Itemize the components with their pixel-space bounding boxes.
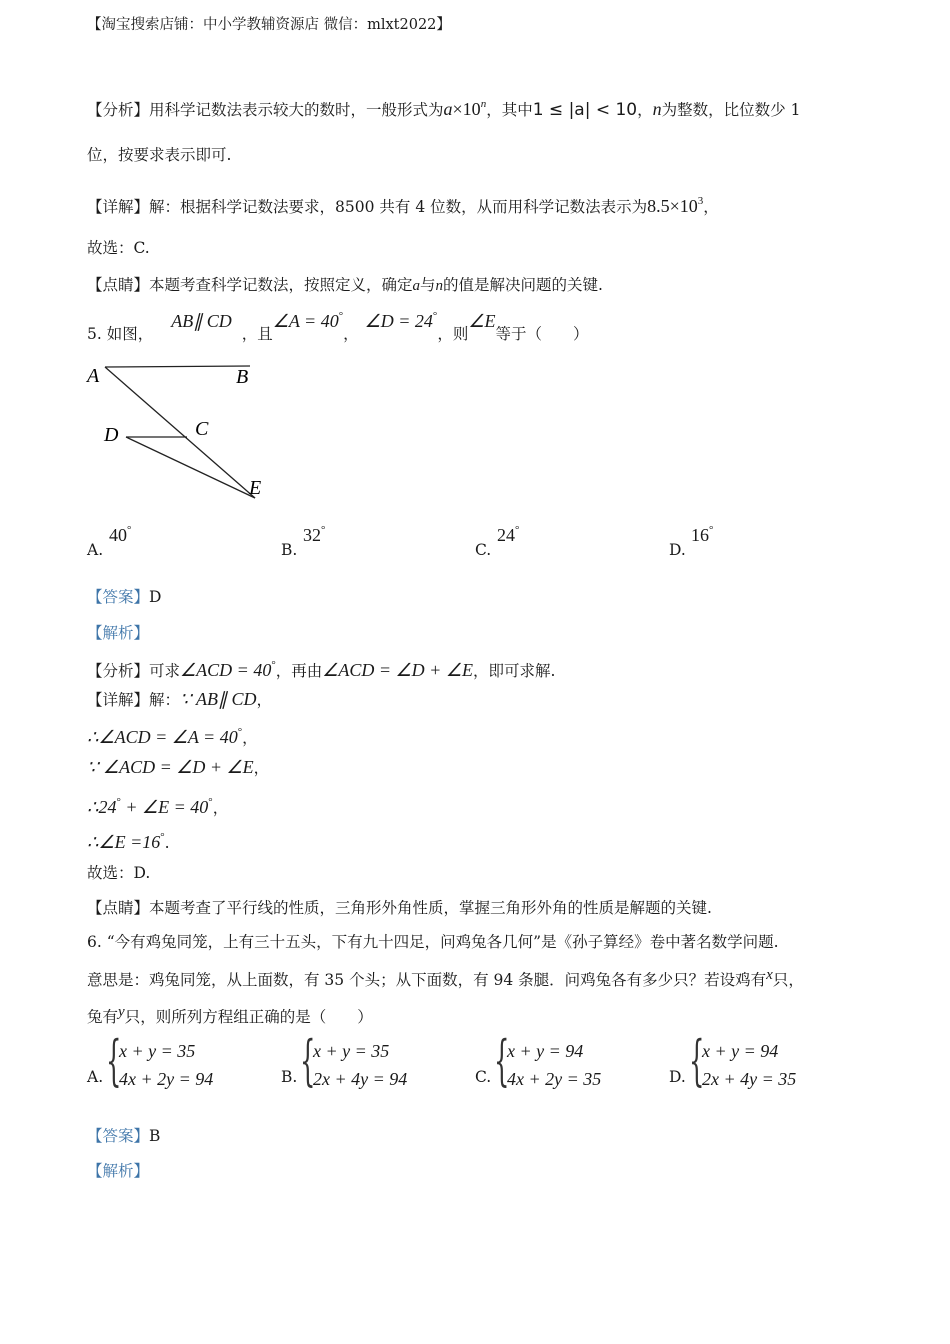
text: 解： [149, 691, 181, 709]
math-step3: ∵ ∠ACD = ∠D + ∠E [87, 757, 254, 777]
answer-value: D [149, 588, 162, 606]
q5-step3 [87, 757, 269, 778]
degree: ° [208, 796, 213, 808]
text: 意思是：鸡兔同笼，从上面数，有 35 个头；从下面数，有 94 条腿．问鸡兔各有多少只？若设鸡有 [87, 971, 767, 989]
q5-choice: 故选：D. [87, 864, 151, 882]
degree: ° [160, 831, 165, 843]
math-step4b: + ∠E = 40 [120, 797, 209, 817]
brace: { [689, 1029, 705, 1092]
label-d: D [104, 424, 119, 446]
math-eq1: ∠ACD = 40 [180, 660, 272, 680]
q6-stem-line1: 6. “今有鸡兔同笼，上有三十五头，下有九十四足，问鸡兔各几何”是《孙子算经》卷中著名数学问题. [87, 933, 779, 951]
segment-ab [105, 366, 250, 367]
math-step2: ∴∠ACD = ∠A = 40 [87, 727, 238, 747]
math-a: a [412, 278, 421, 294]
math-inequality: 1 ≤ |a| < 10 [532, 100, 638, 120]
geometry-figure [84, 358, 284, 508]
text: 用科学记数法表示较大的数时，一般形式为 [149, 101, 444, 119]
math-n: n [435, 278, 444, 294]
label-b: B [236, 366, 249, 388]
text: ，其中 [486, 101, 533, 119]
segment-de [126, 437, 255, 498]
q5-comment [87, 898, 712, 918]
text: 与 [420, 276, 436, 294]
math-parallel: AB∥ CD [171, 311, 232, 331]
tag-answer: 【答案】 [87, 1127, 150, 1145]
math-x: x [766, 967, 773, 983]
q5-answer [87, 587, 161, 607]
option-letter: D. [669, 1068, 686, 1086]
math-step5: ∴∠E =16 [87, 832, 161, 852]
q5-jiexi-tag: 【解析】 [87, 624, 150, 642]
brace: { [494, 1029, 510, 1092]
q5-detail [87, 689, 272, 710]
text: ， [343, 325, 359, 343]
q4-analysis-line2: 位，按要求表示即可. [87, 146, 232, 164]
tag-xiangjie: 【详解】 [87, 198, 150, 216]
text: 可求 [149, 662, 181, 680]
text: ， [256, 691, 272, 709]
degree: ° [338, 310, 344, 322]
label-e: E [249, 477, 262, 499]
text: 等于（ ） [495, 325, 589, 343]
math-a: a [443, 99, 453, 119]
math-angle-a: ∠A = 40 [272, 311, 339, 331]
math-sci-value: 8.5×10 [647, 196, 698, 216]
text: 本题考查了平行线的性质，三角形外角性质，掌握三角形外角的性质是解题的关键. [149, 899, 712, 917]
label-a: A [87, 365, 100, 387]
q6-stem-line3 [87, 1004, 373, 1028]
tag-fenxi: 【分析】 [87, 662, 150, 680]
text: ，且 [241, 325, 273, 343]
label-c: C [195, 418, 209, 440]
answer-value: B [149, 1127, 161, 1145]
q5-analysis [87, 655, 555, 681]
text: ，则 [437, 325, 469, 343]
q4-detail [87, 191, 719, 217]
text: 解：根据科学记数法要求，8500 共有 4 位数，从而用科学记数法表示为 [149, 198, 648, 216]
degree: ° [432, 310, 438, 322]
equation-system: x + y = 35 2x + 4y = 94 [313, 1041, 408, 1089]
math-times10: ×10 [452, 99, 481, 119]
degree: ° [116, 796, 121, 808]
math-step1: ∵ AB∥ CD [180, 689, 257, 709]
text: . [164, 834, 170, 852]
option-letter: C. [475, 541, 492, 559]
text: ， [242, 729, 258, 747]
text: ，再由 [275, 662, 323, 680]
option-value: 32° [303, 524, 326, 545]
q4-analysis-line1 [87, 94, 800, 120]
option-letter: B. [281, 1068, 298, 1086]
option-letter: A. [87, 1068, 104, 1086]
brace: { [106, 1029, 122, 1092]
tag-dianjing: 【点睛】 [87, 276, 150, 294]
text: ， [637, 101, 653, 119]
degree: ° [237, 726, 243, 738]
text: 兔有 [87, 1008, 119, 1026]
q6-jiexi-tag: 【解析】 [87, 1162, 150, 1180]
option-letter: D. [669, 541, 686, 559]
q4-choice: 故选：C. [87, 239, 150, 257]
option-letter: A. [87, 541, 104, 559]
math-exp-n: n [480, 98, 487, 110]
option-value: 40° [109, 524, 132, 545]
text: ，即可求解. [472, 662, 556, 680]
text: 只，则所列方程组正确的是（ ） [124, 1008, 373, 1026]
option-value: 16° [691, 524, 714, 545]
math-eq2: ∠ACD = ∠D + ∠E [322, 660, 473, 680]
option-letter: B. [281, 541, 298, 559]
q5-stem [87, 310, 589, 344]
math-angle-d: ∠D = 24 [364, 311, 433, 331]
text: ， [253, 759, 270, 777]
text: 的值是解决问题的关键. [443, 276, 603, 294]
q5-step2 [87, 722, 258, 748]
q6-stem-line2 [87, 967, 804, 991]
equation-system: x + y = 35 4x + 2y = 94 [119, 1041, 214, 1089]
math-n: n [652, 99, 662, 119]
text: 5. 如图， [87, 325, 154, 343]
equation-system: x + y = 94 4x + 2y = 35 [507, 1041, 602, 1089]
degree: ° [271, 659, 276, 671]
equation-system: x + y = 94 2x + 4y = 35 [702, 1041, 797, 1089]
tag-answer: 【答案】 [87, 588, 150, 606]
q6-answer [87, 1126, 160, 1146]
math-exp: 3 [697, 195, 704, 207]
q4-comment [87, 275, 603, 296]
text: 本题考查科学记数法，按照定义，确定 [149, 276, 413, 294]
text: 只， [772, 971, 804, 989]
brace: { [300, 1029, 316, 1092]
math-y: y [118, 1004, 125, 1020]
math-step4a: ∴24 [87, 797, 117, 817]
tag-fenxi: 【分析】 [87, 101, 150, 119]
segment-ae [105, 367, 255, 498]
text: ， [212, 799, 229, 817]
tag-dianjing: 【点睛】 [87, 899, 150, 917]
math-angle-e: ∠E [468, 311, 496, 331]
text: ， [703, 198, 719, 216]
option-letter: C. [475, 1068, 492, 1086]
tag-xiangjie: 【详解】 [87, 691, 150, 709]
q5-step4 [87, 792, 228, 818]
page-header: 【淘宝搜索店铺：中小学教辅资源店 微信：mlxt2022】 [87, 17, 451, 33]
q5-step5 [87, 827, 170, 853]
text: 为整数，比位数少 1 [661, 101, 801, 119]
option-value: 24° [497, 524, 520, 545]
